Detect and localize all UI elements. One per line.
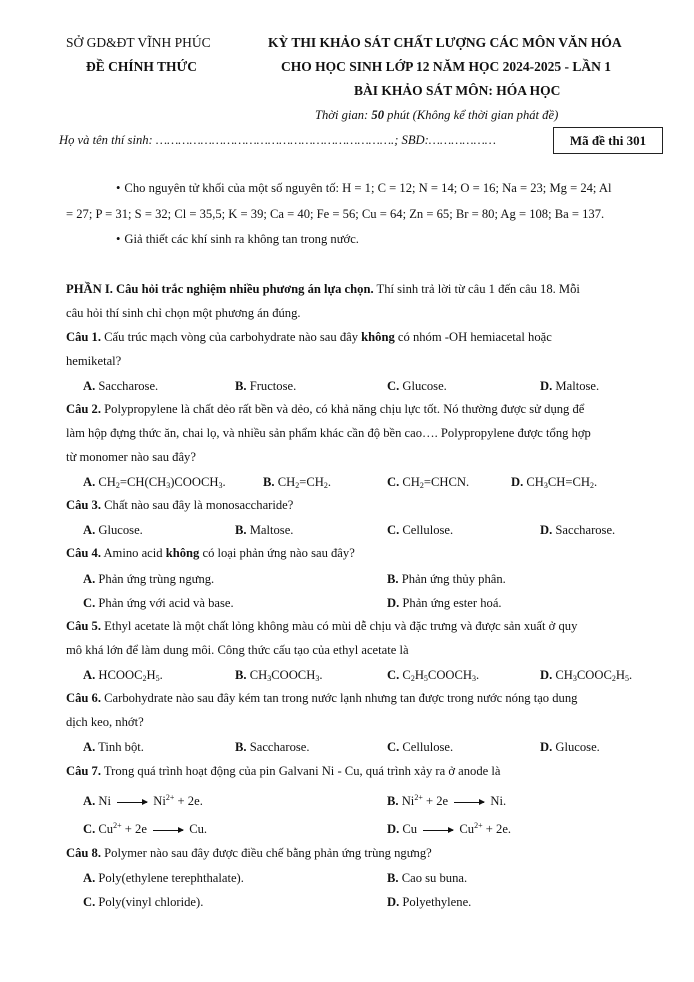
option-letter: A. [83,871,96,885]
time-value: 50 [371,108,384,122]
q2-option-a[interactable]: A. $CH_2=CH(CH_3)COOCH_3$. [83,475,226,490]
time-suffix: phút (Không kể thời gian phát đề) [384,108,559,122]
q1-option-d[interactable] [540,379,599,394]
question-number: Câu 4. [66,546,101,560]
option-letter: B. [235,379,247,393]
reaction-arrow-icon [117,802,147,803]
question-number: Câu 8. [66,846,101,860]
option-text: Glucose. [98,523,143,537]
reaction-arrow-icon [454,802,484,803]
question-number: Câu 3. [66,498,101,512]
q3-option-c[interactable] [387,523,453,538]
option-letter: B. [235,523,247,537]
option-text: Cao su buna. [401,871,468,885]
option-text: Saccharose. [98,379,159,393]
option-text: Fructose. [249,379,297,393]
option-text: Phản ứng trùng ngưng. [98,572,215,586]
option-letter: B. [387,871,399,885]
official-label: ĐỀ CHÍNH THỨC [86,59,198,74]
option-letter: D. [387,596,400,610]
question-6 [66,692,577,705]
part1-desc: Thí sinh trả lời từ câu 1 đến câu 18. Mỗi [373,282,580,296]
option-letter: B. [387,794,399,808]
option-letter: D. [387,895,400,909]
emphasis: không [361,330,395,344]
question-text: Amino acid [101,546,166,560]
question-text: Chất nào sau đây là monosaccharide? [101,498,294,512]
q5-option-c[interactable]: C. $C_2H_5COOCH_3$. [387,668,480,683]
part1-title: PHẦN I. Câu hỏi trắc nghiệm nhiều phương án lựa chọn. [66,282,374,296]
option-letter: C. [83,596,96,610]
option-text: Poly(vinyl chloride). [98,895,204,909]
q6-option-a[interactable] [83,740,144,755]
time-prefix: Thời gian: [315,108,372,122]
q3-option-d[interactable] [540,523,615,538]
option-letter: B. [235,740,247,754]
question-text: có nhóm -OH hemiacetal hoặc [394,330,552,344]
option-letter: A. [83,668,96,682]
question-1-line2: hemiketal? [66,354,122,368]
option-letter: B. [387,572,399,586]
option-text: Cellulose. [402,740,454,754]
atomic-mass-note-line1: • Cho nguyên tử khối của một số nguyên tố: H = 1; C = 12; N = 14; O = 16; Na = 23; Mg = 24; Al [116,182,611,195]
q7-option-c[interactable]: C. $Cu^{2+} + 2e$ Cu. [83,821,208,836]
question-2-line2: làm hộp đựng thức ăn, chai lọ, và nhiều sản phẩm khác cần độ bền cao…. Polypropylene được tổng hợp [66,426,591,440]
q1-option-b[interactable] [235,379,296,394]
option-text: Maltose. [555,379,600,393]
q3-option-b[interactable] [235,523,293,538]
q5-option-a[interactable]: A. $HCOOC_2H_5$. [83,668,163,683]
option-letter: A. [83,794,96,808]
reaction-arrow-icon [153,830,183,831]
q8-option-a[interactable] [83,871,244,886]
question-number: Câu 2. [66,402,101,416]
option-letter: C. [387,379,400,393]
q2-option-c[interactable]: C. $CH_2=CHCN$. [387,475,470,490]
time-line [315,108,558,123]
q1-option-c[interactable] [387,379,447,394]
reaction-arrow-icon [423,830,453,831]
q5-option-b[interactable]: B. $CH_3COOCH_3$. [235,668,323,683]
option-letter: C. [387,668,400,682]
gas-note: • Giả thiết các khí sinh ra không tan trong nước. [116,233,359,246]
q6-option-b[interactable] [235,740,310,755]
question-6-line2: dịch keo, nhớt? [66,715,144,729]
question-text: Polymer nào sau đây được điều chế bằng phản ứng trùng ngưng? [101,846,432,860]
option-letter: D. [540,668,553,682]
subject-title: BÀI KHẢO SÁT MÔN: HÓA HỌC [354,83,561,98]
q6-option-d[interactable] [540,740,600,755]
option-letter: C. [387,740,400,754]
q4-option-c[interactable] [83,596,234,611]
q7-option-d[interactable]: D. Cu $Cu^{2+} + 2e$. [387,821,512,836]
option-letter: B. [263,475,275,489]
question-text: Cấu trúc mạch vòng của carbohydrate nào sau đây [101,330,362,344]
q4-option-b[interactable] [387,572,506,587]
option-letter: C. [83,895,96,909]
option-letter: D. [511,475,524,489]
question-text: Carbohydrate nào sau đây kém tan trong nước lạnh nhưng tan được trong nước nóng tạo dung [101,691,578,705]
option-text: Phản ứng ester hoá. [402,596,502,610]
q8-option-d[interactable] [387,895,471,910]
q6-option-c[interactable] [387,740,453,755]
q5-option-d[interactable]: D. $CH_3COOC_2H_5$. [540,668,633,683]
option-text: Poly(ethylene terephthalate). [98,871,244,885]
option-letter: D. [387,822,400,836]
option-text: Cellulose. [402,523,454,537]
q7-option-b[interactable]: B. $Ni^{2+} + 2e$ Ni. [387,793,507,808]
question-text: Polypropylene là chất dẻo rất bền và dẻo, có khả năng chịu lực tốt. Nó thường được sử dụng để [101,402,585,416]
question-number: Câu 6. [66,691,101,705]
option-letter: A. [83,523,96,537]
option-letter: A. [83,475,96,489]
option-text: Saccharose. [249,740,310,754]
department-name: SỞ GD&ĐT VĨNH PHÚC [66,35,211,50]
question-text: Ethyl acetate là một chất lỏng không màu có mùi dễ chịu và đặc trưng và được sản xuất ở quy [101,619,578,633]
exam-title-line1: KỲ THI KHẢO SÁT CHẤT LƯỢNG CÁC MÔN VĂN HÓA [268,35,622,50]
question-2 [66,403,584,416]
option-letter: A. [83,572,96,586]
option-text: Saccharose. [555,523,616,537]
option-letter: D. [540,523,553,537]
part1-heading [66,283,580,296]
question-5 [66,620,577,633]
q1-option-a[interactable] [83,379,158,394]
option-letter: A. [83,379,96,393]
option-letter: C. [387,475,400,489]
option-text: Polyethylene. [402,895,472,909]
question-7 [66,765,500,778]
option-text: Glucose. [402,379,447,393]
exam-title-line2: CHO HỌC SINH LỚP 12 NĂM HỌC 2024-2025 - LẦN 1 [281,59,612,74]
question-8 [66,847,432,860]
q7-option-a[interactable]: A. Ni $Ni^{2+} + 2e$. [83,793,203,808]
part1-desc-line2: câu hỏi thí sinh chỉ chọn một phương án đúng. [66,306,301,320]
question-1 [66,331,552,344]
question-text: Trong quá trình hoạt động của pin Galvani Ni - Cu, quá trình xảy ra ở anode là [101,764,501,778]
q2-option-d[interactable]: D. $CH_3CH=CH_2$. [511,475,598,490]
option-text: Maltose. [249,523,294,537]
question-4 [66,547,355,560]
question-5-line2: mô khá lớn để làm dung môi. Công thức cấu tạo của ethyl acetate là [66,643,409,657]
q8-option-c[interactable] [83,895,203,910]
option-text: Glucose. [555,740,600,754]
question-number: Câu 5. [66,619,101,633]
option-letter: A. [83,740,96,754]
question-number: Câu 1. [66,330,101,344]
option-letter: D. [540,740,553,754]
option-letter: B. [235,668,247,682]
exam-code-box: Mã đề thi 301 [553,127,663,154]
option-text: Phản ứng với acid và base. [98,596,234,610]
q3-option-a[interactable] [83,523,143,538]
question-3 [66,499,293,512]
question-2-line3: từ monomer nào sau đây? [66,450,196,464]
q4-option-a[interactable] [83,572,214,587]
option-letter: D. [540,379,553,393]
q8-option-b[interactable] [387,871,467,886]
option-letter: C. [83,822,96,836]
option-text: Tinh bột. [98,740,144,754]
question-text: có loại phản ứng nào sau đây? [199,546,355,560]
emphasis: không [165,546,200,560]
q2-option-b[interactable]: B. $CH_2=CH_2$. [263,475,331,490]
option-letter: C. [387,523,400,537]
q4-option-d[interactable] [387,596,502,611]
candidate-line: Họ và tên thí sinh: ……………………………………………………….; SBD:……………… [59,133,496,147]
atomic-mass-note-line2: = 27; P = 31; S = 32; Cl = 35,5; K = 39; Ca = 40; Fe = 56; Cu = 64; Zn = 65; Br = 80; Ag = 108; Ba = 137. [66,207,605,221]
option-text: Phản ứng thủy phân. [401,572,506,586]
question-number: Câu 7. [66,764,101,778]
